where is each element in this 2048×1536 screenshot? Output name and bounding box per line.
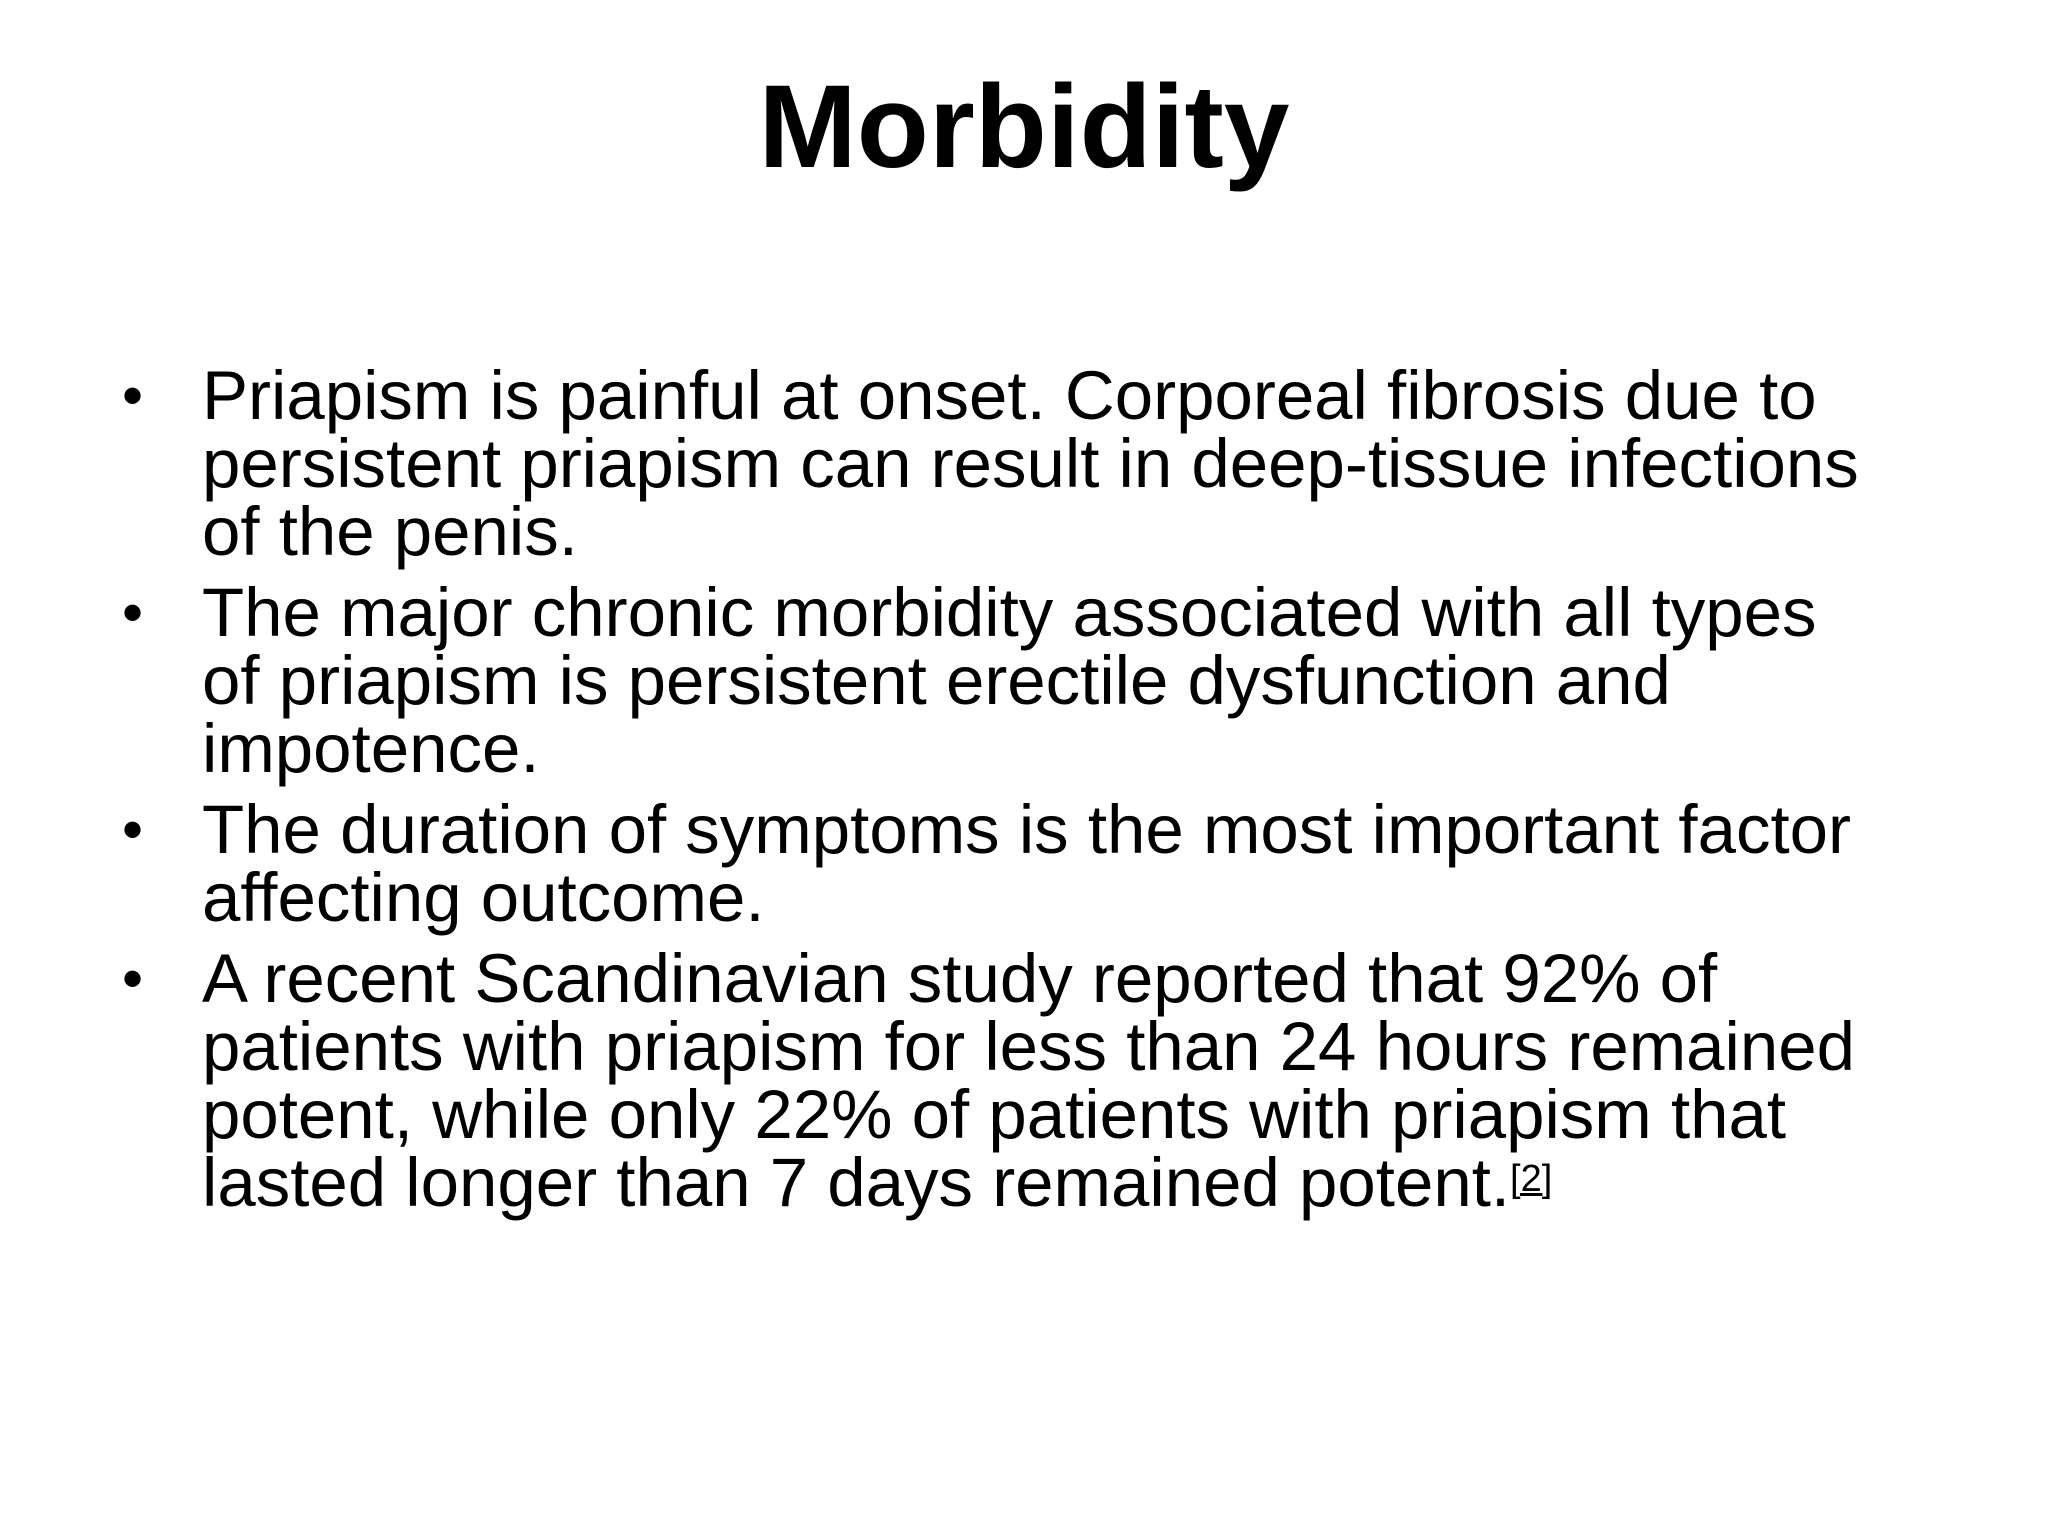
bullet-list — [0, 357, 2048, 1230]
bullet-line: impotence. — [202, 710, 540, 787]
bullet-line: The major chronic morbidity associated with all types — [202, 574, 1817, 651]
bullet-line: A recent Scandinavian study reported that 92% of — [202, 940, 1718, 1017]
bullet-item — [0, 574, 2048, 787]
bullet-line: patients with priapism for less than 24 hours remained — [202, 1008, 1856, 1085]
bullet-line: of priapism is persistent erectile dysfunction and — [202, 642, 1671, 719]
bullet-dot-icon: • — [122, 945, 144, 1012]
bullet-item — [0, 940, 2048, 1221]
bullet-line: Priapism is painful at onset. Corporeal fibrosis due to — [202, 357, 1817, 434]
bullet-line: potent, while only 22% of patients with priapism that — [202, 1076, 1787, 1153]
slide-title: Morbidity — [758, 61, 1290, 193]
bullet-line: The duration of symptoms is the most important factor — [202, 791, 1851, 868]
bullet-item — [0, 357, 2048, 570]
bullet-item — [0, 791, 2048, 936]
bullet-dot-icon: • — [122, 362, 144, 429]
bullet-line: persistent priapism can result in deep-tissue infections — [202, 425, 1859, 502]
bullet-line-text: lasted longer than 7 days remained potent. — [202, 1144, 1511, 1221]
bullet-line-last — [202, 1144, 1988, 1221]
bullet-dot-icon: • — [122, 796, 144, 863]
bullet-dot-icon: • — [122, 579, 144, 646]
bullet-line: of the penis. — [202, 493, 578, 570]
bullet-line: affecting outcome. — [202, 859, 765, 936]
citation-link[interactable]: [2] — [1510, 1158, 1553, 1200]
